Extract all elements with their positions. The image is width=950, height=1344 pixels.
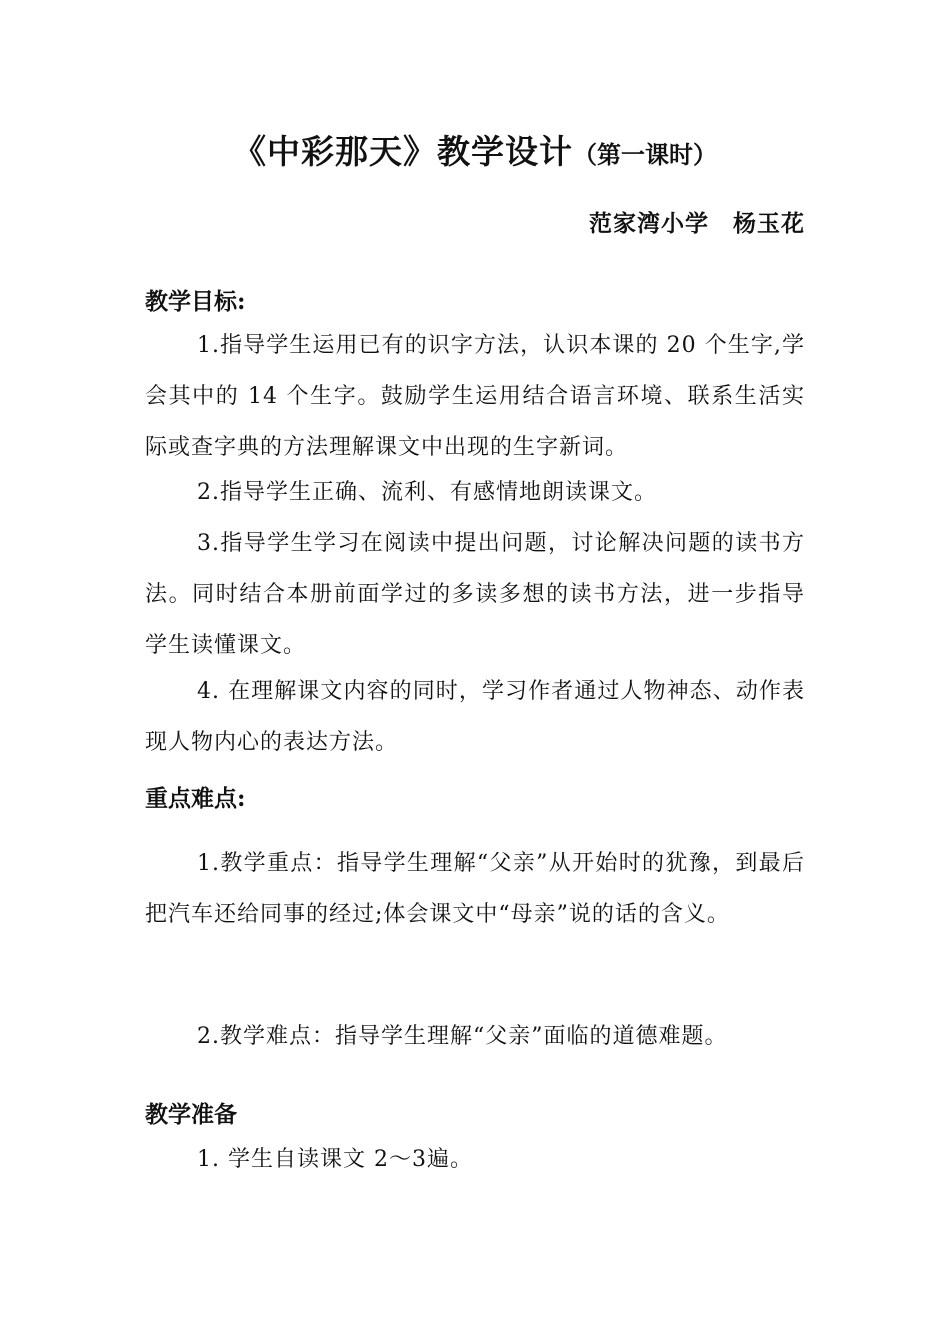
title-subtitle: （第一课时） [573,140,717,169]
title-main: 《中彩那天》教学设计 [233,132,573,171]
key-point-item-2: 2.教学难点：指导学生理解“父亲”面临的道德难题。 [197,1024,728,1049]
document-title [0,126,950,173]
heading-preparation: 教学准备 [145,1101,237,1128]
heading-key-points: 重点难点: [145,785,246,812]
goal-item-2: 2.指导学生正确、流利、有感情地朗读课文。 [197,480,657,505]
preparation-item-1: 1. 学生自读课文 2～3遍。 [197,1147,473,1172]
goal-item-4: 4. 在理解课文内容的同时，学习作者通过人物神态、动作表现人物内心的表达方法。 [145,679,805,755]
heading-teaching-goals: 教学目标: [145,288,246,315]
author-line: 范家湾小学 杨玉花 [589,210,805,237]
key-point-item-1: 1.教学重点：指导学生理解“父亲”从开始时的犹豫，到最后把汽车还给同事的经过;体会课文中“母亲”说的话的含义。 [145,851,805,927]
goal-item-3: 3.指导学生学习在阅读中提出问题，讨论解决问题的读书方法。同时结合本册前面学过的多读多想的读书方法，进一步指导学生读懂课文。 [145,531,805,658]
goal-item-1: 1.指导学生运用已有的识字方法，认识本课的 20 个生字,学会其中的 14 个生字。鼓励学生运用结合语言环境、联系生活实际或查字典的方法理解课文中出现的生字新词。 [145,333,805,460]
